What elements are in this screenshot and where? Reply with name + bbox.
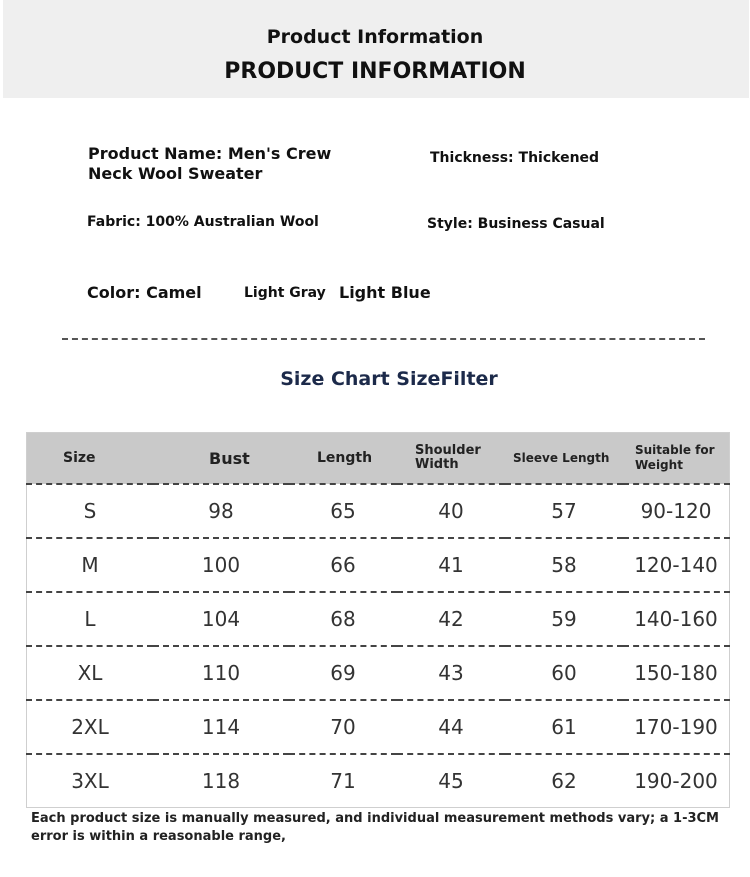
measurement-note: Each product size is manually measured, and individual measurement methods vary; a 1-3CM error is within a reasonable range, xyxy=(31,811,719,844)
cell-length: 70 xyxy=(289,700,397,754)
cell-sleeve: 58 xyxy=(505,538,623,592)
cell-bust: 110 xyxy=(153,646,289,700)
cell-shoulder: 43 xyxy=(397,646,505,700)
cell-weight: 90-120 xyxy=(623,484,730,538)
cell-length: 65 xyxy=(289,484,397,538)
cell-sleeve: 60 xyxy=(505,646,623,700)
cell-weight: 150-180 xyxy=(623,646,730,700)
cell-size: XL xyxy=(27,646,154,700)
cell-weight: 170-190 xyxy=(623,700,730,754)
cell-size: L xyxy=(27,592,154,646)
cell-shoulder: 44 xyxy=(397,700,505,754)
cell-shoulder: 42 xyxy=(397,592,505,646)
cell-weight: 120-140 xyxy=(623,538,730,592)
cell-weight: 190-200 xyxy=(623,754,730,808)
cell-size: 2XL xyxy=(27,700,154,754)
color-light-blue: Light Blue xyxy=(339,283,431,302)
size-chart-title: Size Chart SizeFilter xyxy=(280,368,498,390)
dashed-divider xyxy=(62,338,705,340)
thickness: Thickness: Thickened xyxy=(430,150,600,166)
table-row xyxy=(27,646,730,700)
cell-bust: 104 xyxy=(153,592,289,646)
header-length: Length xyxy=(289,433,397,485)
table-header-row xyxy=(27,433,730,485)
color-light-gray: Light Gray xyxy=(244,285,326,301)
cell-bust: 118 xyxy=(153,754,289,808)
cell-sleeve: 61 xyxy=(505,700,623,754)
cell-bust: 100 xyxy=(153,538,289,592)
page-subtitle: PRODUCT INFORMATION xyxy=(224,59,526,84)
cell-length: 68 xyxy=(289,592,397,646)
cell-shoulder: 45 xyxy=(397,754,505,808)
header-weight: Suitable for Weight xyxy=(623,433,730,485)
cell-sleeve: 62 xyxy=(505,754,623,808)
cell-size: S xyxy=(27,484,154,538)
cell-shoulder: 41 xyxy=(397,538,505,592)
table-row xyxy=(27,484,730,538)
table-row xyxy=(27,592,730,646)
cell-sleeve: 57 xyxy=(505,484,623,538)
cell-length: 71 xyxy=(289,754,397,808)
fabric: Fabric: 100% Australian Wool xyxy=(87,214,319,230)
cell-bust: 98 xyxy=(153,484,289,538)
color-camel: Color: Camel xyxy=(87,283,202,302)
header-shoulder-width: Shoulder Width xyxy=(397,433,505,485)
cell-length: 69 xyxy=(289,646,397,700)
cell-length: 66 xyxy=(289,538,397,592)
table-row xyxy=(27,754,730,808)
table-row xyxy=(27,538,730,592)
page-title: Product Information xyxy=(266,26,484,48)
cell-sleeve: 59 xyxy=(505,592,623,646)
header-bust: Bust xyxy=(153,433,289,485)
cell-bust: 114 xyxy=(153,700,289,754)
table-row xyxy=(27,700,730,754)
header-sleeve-length: Sleeve Length xyxy=(505,433,623,485)
cell-weight: 140-160 xyxy=(623,592,730,646)
size-table xyxy=(26,432,730,808)
style: Style: Business Casual xyxy=(427,216,605,232)
cell-size: 3XL xyxy=(27,754,154,808)
cell-shoulder: 40 xyxy=(397,484,505,538)
cell-size: M xyxy=(27,538,154,592)
header-size: Size xyxy=(27,433,154,485)
product-name: Product Name: Men's Crew Neck Wool Sweater xyxy=(88,144,332,183)
